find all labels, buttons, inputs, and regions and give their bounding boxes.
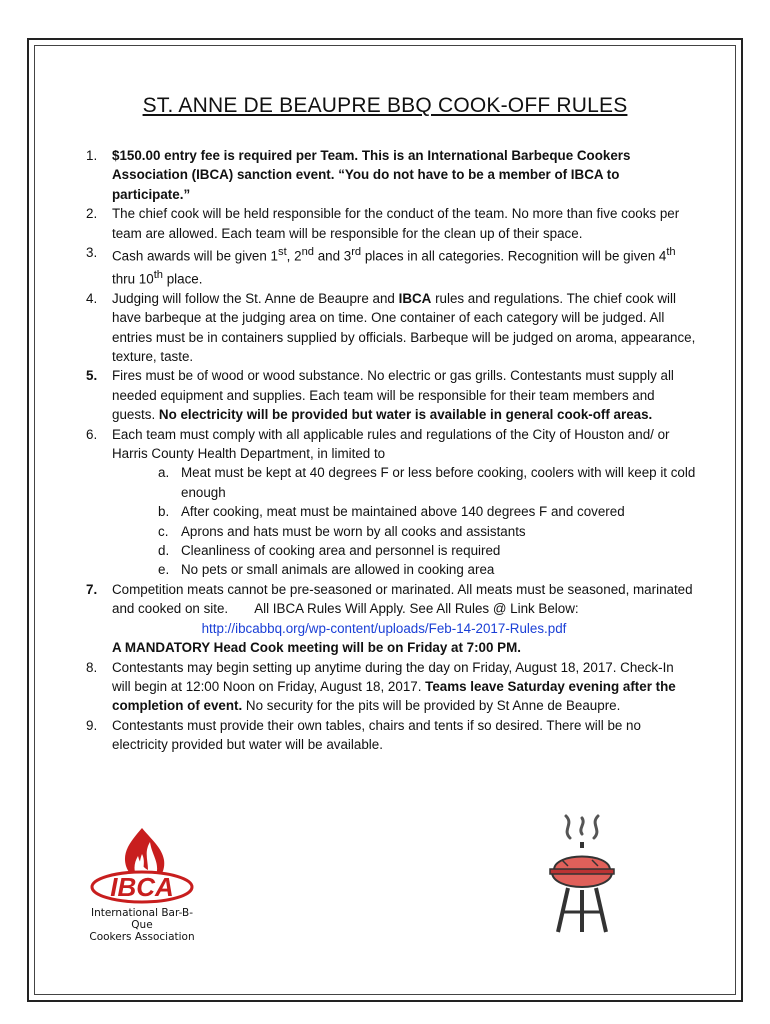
rule-text: Competition meats cannot be pre-seasoned or marinated. All meats must be seasoned, marinated and cooked on site. — [112, 581, 693, 617]
rules-list — [86, 146, 696, 755]
rule-text-bold: No electricity will be provided but water is available in general cook-off areas. — [158, 407, 653, 423]
rule-text: Contestants may begin setting up anytime during the day on Friday, August 18, 2017. Check-In will begin at 12:00 Noon on Friday, August 18, 2017. — [112, 659, 674, 694]
ordinal-suffix: rd — [351, 246, 362, 259]
rule-text: Each team must comply with all applicable rules and regulations of the City of Houston and/ or Harris County Health Department, in limited to — [112, 426, 670, 462]
ordinal-suffix: th — [153, 268, 164, 281]
ordinal-suffix: nd — [301, 246, 314, 259]
sub-letter: c. — [158, 523, 169, 539]
rule-number: 2. — [86, 206, 98, 222]
sub-letter: d. — [158, 543, 170, 559]
rule-text: No security for the pits will be provided by St Anne de Beaupre. — [242, 698, 621, 714]
bbq-grill-illustration — [532, 808, 632, 938]
rule-number: 7. — [86, 581, 98, 597]
rule-item-3 — [86, 243, 696, 289]
sub-item-a — [86, 463, 696, 502]
rule-text-bold: IBCA — [398, 290, 432, 306]
sub-item-d — [86, 541, 696, 560]
rule-number: 9. — [86, 717, 98, 733]
rule-text: $150.00 entry fee is required per Team. This is an International Barbeque Cookers Association (IBCA) sanction event. “You do not have to be a member of IBCA to participate.” — [112, 148, 631, 202]
rule-item-8 — [86, 658, 696, 716]
rule-number: 5. — [86, 368, 98, 384]
rule-item-2 — [86, 204, 696, 243]
rule-item-1 — [86, 146, 696, 204]
sub-text: After cooking, meat must be maintained above 140 degrees F and covered — [181, 504, 625, 520]
sub-text: Cleanliness of cooking area and personnel is required — [181, 543, 501, 559]
smoke-icon — [566, 816, 598, 838]
rules-link[interactable]: http://ibcabbq.org/wp-content/uploads/Feb-14-2017-Rules.pdf — [201, 620, 567, 636]
sub-letter: a. — [158, 465, 170, 481]
rule-text-bold: Teams leave Saturday evening after the completion of event. — [112, 678, 676, 714]
sub-letter: e. — [158, 562, 170, 578]
grill-icon — [550, 842, 614, 932]
rule-item-4 — [86, 289, 696, 367]
rule-text: rules and regulations. The chief cook will have barbeque at the judging area on time. One container of each category will be judged. All entries must be in containers supplied by officials. Barbeque will be judged on aroma, appearance, texture, taste. — [112, 290, 696, 364]
rule-item-5 — [86, 366, 696, 424]
caption-line-2: Cookers Association — [89, 931, 195, 943]
sub-item-c — [86, 522, 696, 541]
rule-number: 6. — [86, 426, 98, 442]
logo-wordmark: IBCA — [110, 872, 174, 902]
rule-text: thru 10 — [112, 271, 154, 287]
rule-item-7 — [86, 580, 696, 658]
rule-text: and 3 — [313, 248, 352, 264]
caption-line-1: International Bar-B-Que — [90, 907, 194, 931]
rule-text: place. — [163, 271, 203, 287]
rule-number: 8. — [86, 659, 98, 675]
rule-text: places in all categories. Recognition will be given 4 — [361, 248, 667, 264]
sub-item-e — [86, 560, 696, 579]
rule-text: , 2 — [286, 248, 302, 264]
rule-number: 3. — [86, 245, 98, 261]
sub-letter: b. — [158, 504, 170, 520]
sub-item-b — [86, 502, 696, 521]
rule-text: The chief cook will be held responsible for the conduct of the team. No more than five cooks per team are allowed. Each team will be responsible for the clean up of their space. — [112, 206, 680, 241]
rule-text: Judging will follow the St. Anne de Beaupre and — [112, 290, 399, 306]
ordinal-suffix: th — [666, 246, 676, 259]
sub-text: Meat must be kept at 40 degrees F or less before cooking, coolers with will keep it cold enough — [181, 465, 696, 500]
sub-text: Aprons and hats must be worn by all cooks and assistants — [181, 523, 526, 539]
sub-text: No pets or small animals are allowed in cooking area — [181, 562, 495, 578]
rule-text: Contestants must provide their own tables, chairs and tents if so desired. There will be no electricity provided but water will be available. — [112, 717, 641, 753]
rule-text: All IBCA Rules Will Apply. See All Rules @ Link Below: — [254, 601, 579, 617]
ordinal-suffix: st — [277, 246, 287, 259]
rule-text: Fires must be of wood or wood substance. No electric or gas grills. Contestants must supply all needed equipment and supplies. Each team will be responsible for their team members and guests. — [112, 368, 674, 423]
rule-item-9 — [86, 716, 696, 755]
rule-text-bold: A MANDATORY Head Cook meeting will be on Friday at 7:00 PM. — [112, 640, 521, 656]
rule-item-6 — [86, 425, 696, 464]
rule-number: 4. — [86, 290, 98, 306]
rule-text: Cash awards will be given 1 — [112, 248, 278, 264]
ibca-caption — [82, 907, 202, 943]
rule-number: 1. — [86, 148, 98, 163]
page-title: ST. ANNE DE BEAUPRE BBQ COOK-OFF RULES — [142, 94, 628, 117]
